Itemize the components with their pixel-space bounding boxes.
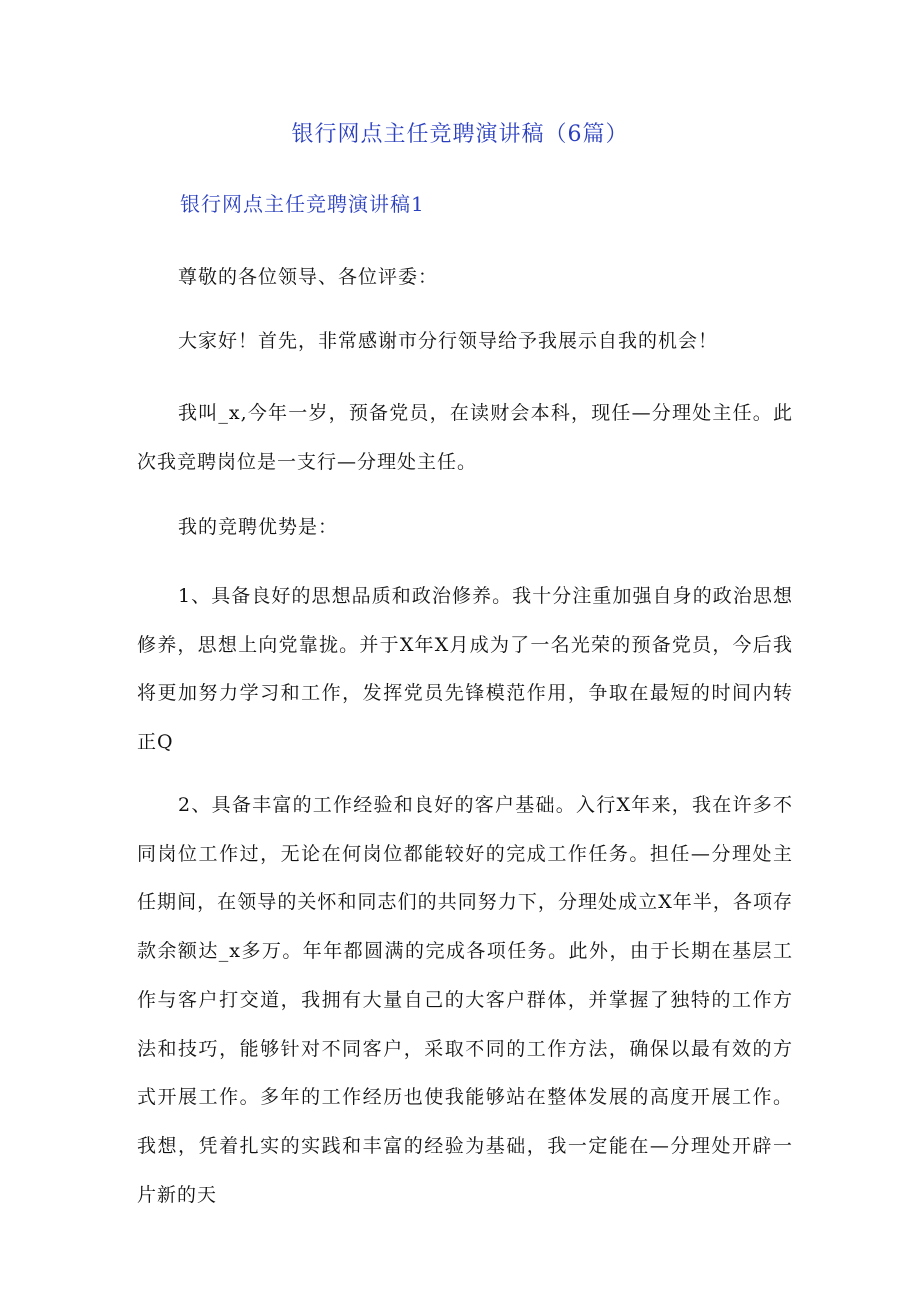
paragraph-introduction: 我叫_x,今年一岁，预备党员，在读财会本科，现任—分理处主任。此次我竞聘岗位是一支行—分理处主任。 — [137, 402, 793, 473]
paragraph-greeting: 大家好！首先，非常感谢市分行领导给予我展示自我的机会！ — [178, 330, 719, 352]
section-heading: 银行网点主任竞聘演讲稿1 — [180, 192, 425, 216]
paragraph-advantage-2: 2、具备丰富的工作经验和良好的客户基础。入行X年来，我在许多不同岗位工作过，无论在何岗位都能较好的完成工作任务。担任—分理处主任期间，在领导的关怀和同志们的共同努力下，分理处成立X年半，各项存款余额达_x多万。年年都圆满的完成各项任务。此外，由于长期在基层工作与客户打交道，我拥有大量自己的大客户群体，并掌握了独特的工作方法和技巧，能够针对不同客户，采取不同的工作方法，确保以最有效的方式开展工作。多年的工作经历也使我能够站在整体发展的高度开展工作。我想，凭着扎实的实践和丰富的经验为基础，我一定能在—分理处开辟一片新的天 — [137, 794, 793, 1206]
paragraph-advantages-heading: 我的竞聘优势是： — [178, 516, 339, 538]
paragraph-advantage-1: 1、具备良好的思想品质和政治修养。我十分注重加强自身的政治思想修养，思想上向党靠拢。并于X年X月成为了一名光荣的预备党员，今后我将更加努力学习和工作，发挥党员先锋模范作用，争取在最短的时间内转正Q — [137, 585, 793, 754]
paragraph-salutation: 尊敬的各位领导、各位评委： — [178, 266, 439, 288]
document-title: 银行网点主任竞聘演讲稿（6篇） — [291, 122, 629, 147]
